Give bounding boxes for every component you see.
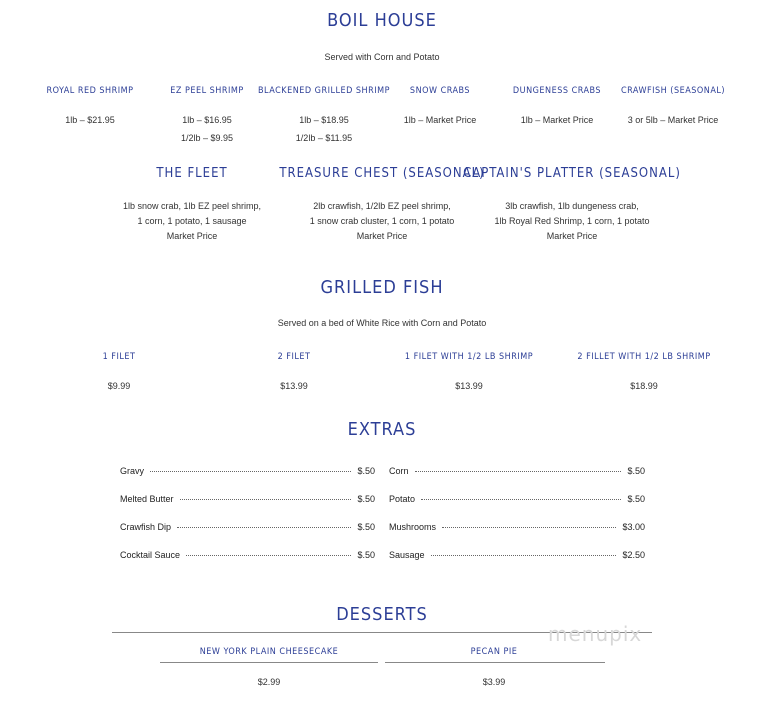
extra-price: $2.50 [622,550,645,560]
combo-details-treasure-chest [310,199,455,244]
combo-details-captains-platter [494,199,649,244]
extra-row-mushrooms [389,522,645,532]
extra-row-gravy [120,466,375,476]
combo-price: Market Price [166,231,218,241]
extra-price: $.50 [357,466,375,476]
extra-name: Crawfish Dip [120,522,172,532]
combo-line: 1 snow crab cluster, 1 corn, 1 potato [309,216,455,226]
item-price-crawfish [628,111,719,129]
price-line: 1lb – $16.95 [182,115,232,125]
leader-dots [150,471,351,472]
extra-name: Mushrooms [389,522,437,532]
boil-house-subtitle: Served with Corn and Potato [324,52,440,62]
grilled-fish-subtitle: Served on a bed of White Rice with Corn and Potato [277,318,487,328]
combo-details-the-fleet [123,199,261,244]
combo-price: Market Price [546,231,598,241]
combo-name-captains-platter: CAPTAIN'S PLATTER (SEASONAL) [463,166,681,181]
combo-line: 3lb crawfish, 1lb dungeness crab, [505,201,639,211]
section-title-grilled-fish: GRILLED FISH [320,277,444,298]
dessert-price-cheesecake: $2.99 [257,677,281,687]
fish-price-2-filet: $13.99 [280,381,308,391]
leader-dots [186,555,351,556]
extra-row-potato [389,494,645,504]
dessert-name-pecan-pie: PECAN PIE [470,647,518,657]
item-price-royal-red-shrimp [65,111,115,129]
extra-price: $.50 [357,522,375,532]
extra-name: Potato [389,494,416,504]
price-line: 1lb – $18.95 [299,115,349,125]
extra-price: $.50 [357,494,375,504]
extra-name: Cocktail Sauce [120,550,181,560]
dessert-underline [160,662,378,663]
combo-price: Market Price [356,231,408,241]
leader-dots [442,527,616,528]
item-price-snow-crabs [404,111,477,129]
leader-dots [431,555,617,556]
price-line: 1/2lb – $9.95 [180,133,234,143]
item-name-snow-crabs: SNOW CRABS [409,86,471,96]
dessert-underline [385,662,605,663]
fish-name-2-filet: 2 FILET [277,352,311,362]
item-name-ez-peel-shrimp: EZ PEEL SHRIMP [170,86,244,96]
item-price-blackened-grilled-shrimp [296,111,352,147]
extra-name: Corn [389,466,409,476]
extra-row-melted-butter [120,494,375,504]
extra-price: $3.00 [622,522,645,532]
extra-row-sausage [389,550,645,560]
price-line: 1lb – $21.95 [65,115,115,125]
fish-price-1-filet: $9.99 [107,381,131,391]
item-price-ez-peel-shrimp [181,111,233,147]
fish-price-1-filet-shrimp: $13.99 [455,381,483,391]
leader-dots [415,471,622,472]
combo-line: 2lb crawfish, 1/2lb EZ peel shrimp, [313,201,451,211]
price-line: 3 or 5lb – Market Price [627,115,719,125]
combo-name-treasure-chest: TREASURE CHEST (SEASONAL) [279,166,485,181]
combo-name-the-fleet: THE FLEET [156,166,228,181]
extra-name: Sausage [389,550,425,560]
combo-line: 1lb snow crab, 1lb EZ peel shrimp, [122,201,262,211]
fish-price-2-fillet-shrimp: $18.99 [630,381,658,391]
item-name-dungeness-crabs: DUNGENESS CRABS [512,86,602,96]
fish-name-1-filet: 1 FILET [102,352,136,362]
extra-row-corn [389,466,645,476]
item-name-crawfish: CRAWFISH (SEASONAL) [620,86,726,96]
section-title-desserts: DESSERTS [336,604,428,625]
extra-row-crawfish-dip [120,522,375,532]
leader-dots [180,499,352,500]
extra-price: $.50 [357,550,375,560]
dessert-name-cheesecake: NEW YORK PLAIN CHEESECAKE [199,647,339,657]
extra-price: $.50 [627,494,645,504]
item-price-dungeness-crabs [521,111,594,129]
price-line: 1lb – Market Price [520,115,594,125]
section-title-extras: EXTRAS [347,419,417,440]
combo-line: 1lb Royal Red Shrimp, 1 corn, 1 potato [494,216,650,226]
combo-line: 1 corn, 1 potato, 1 sausage [137,216,247,226]
extra-name: Gravy [120,466,145,476]
extra-name: Melted Butter [120,494,174,504]
fish-name-2-fillet-shrimp: 2 FILLET WITH 1/2 LB SHRIMP [577,352,711,362]
price-line: 1/2lb – $11.95 [295,133,353,143]
extra-price: $.50 [627,466,645,476]
leader-dots [177,527,351,528]
dessert-price-pecan-pie: $3.99 [482,677,506,687]
item-name-blackened-grilled-shrimp: BLACKENED GRILLED SHRIMP [257,86,391,96]
leader-dots [421,499,621,500]
fish-name-1-filet-shrimp: 1 FILET WITH 1/2 LB SHRIMP [404,352,534,362]
section-title-boil-house: BOIL HOUSE [327,10,437,31]
item-name-royal-red-shrimp: ROYAL RED SHRIMP [46,86,134,96]
extra-row-cocktail-sauce [120,550,375,560]
menupix-watermark: menupix [548,622,643,646]
price-line: 1lb – Market Price [403,115,477,125]
